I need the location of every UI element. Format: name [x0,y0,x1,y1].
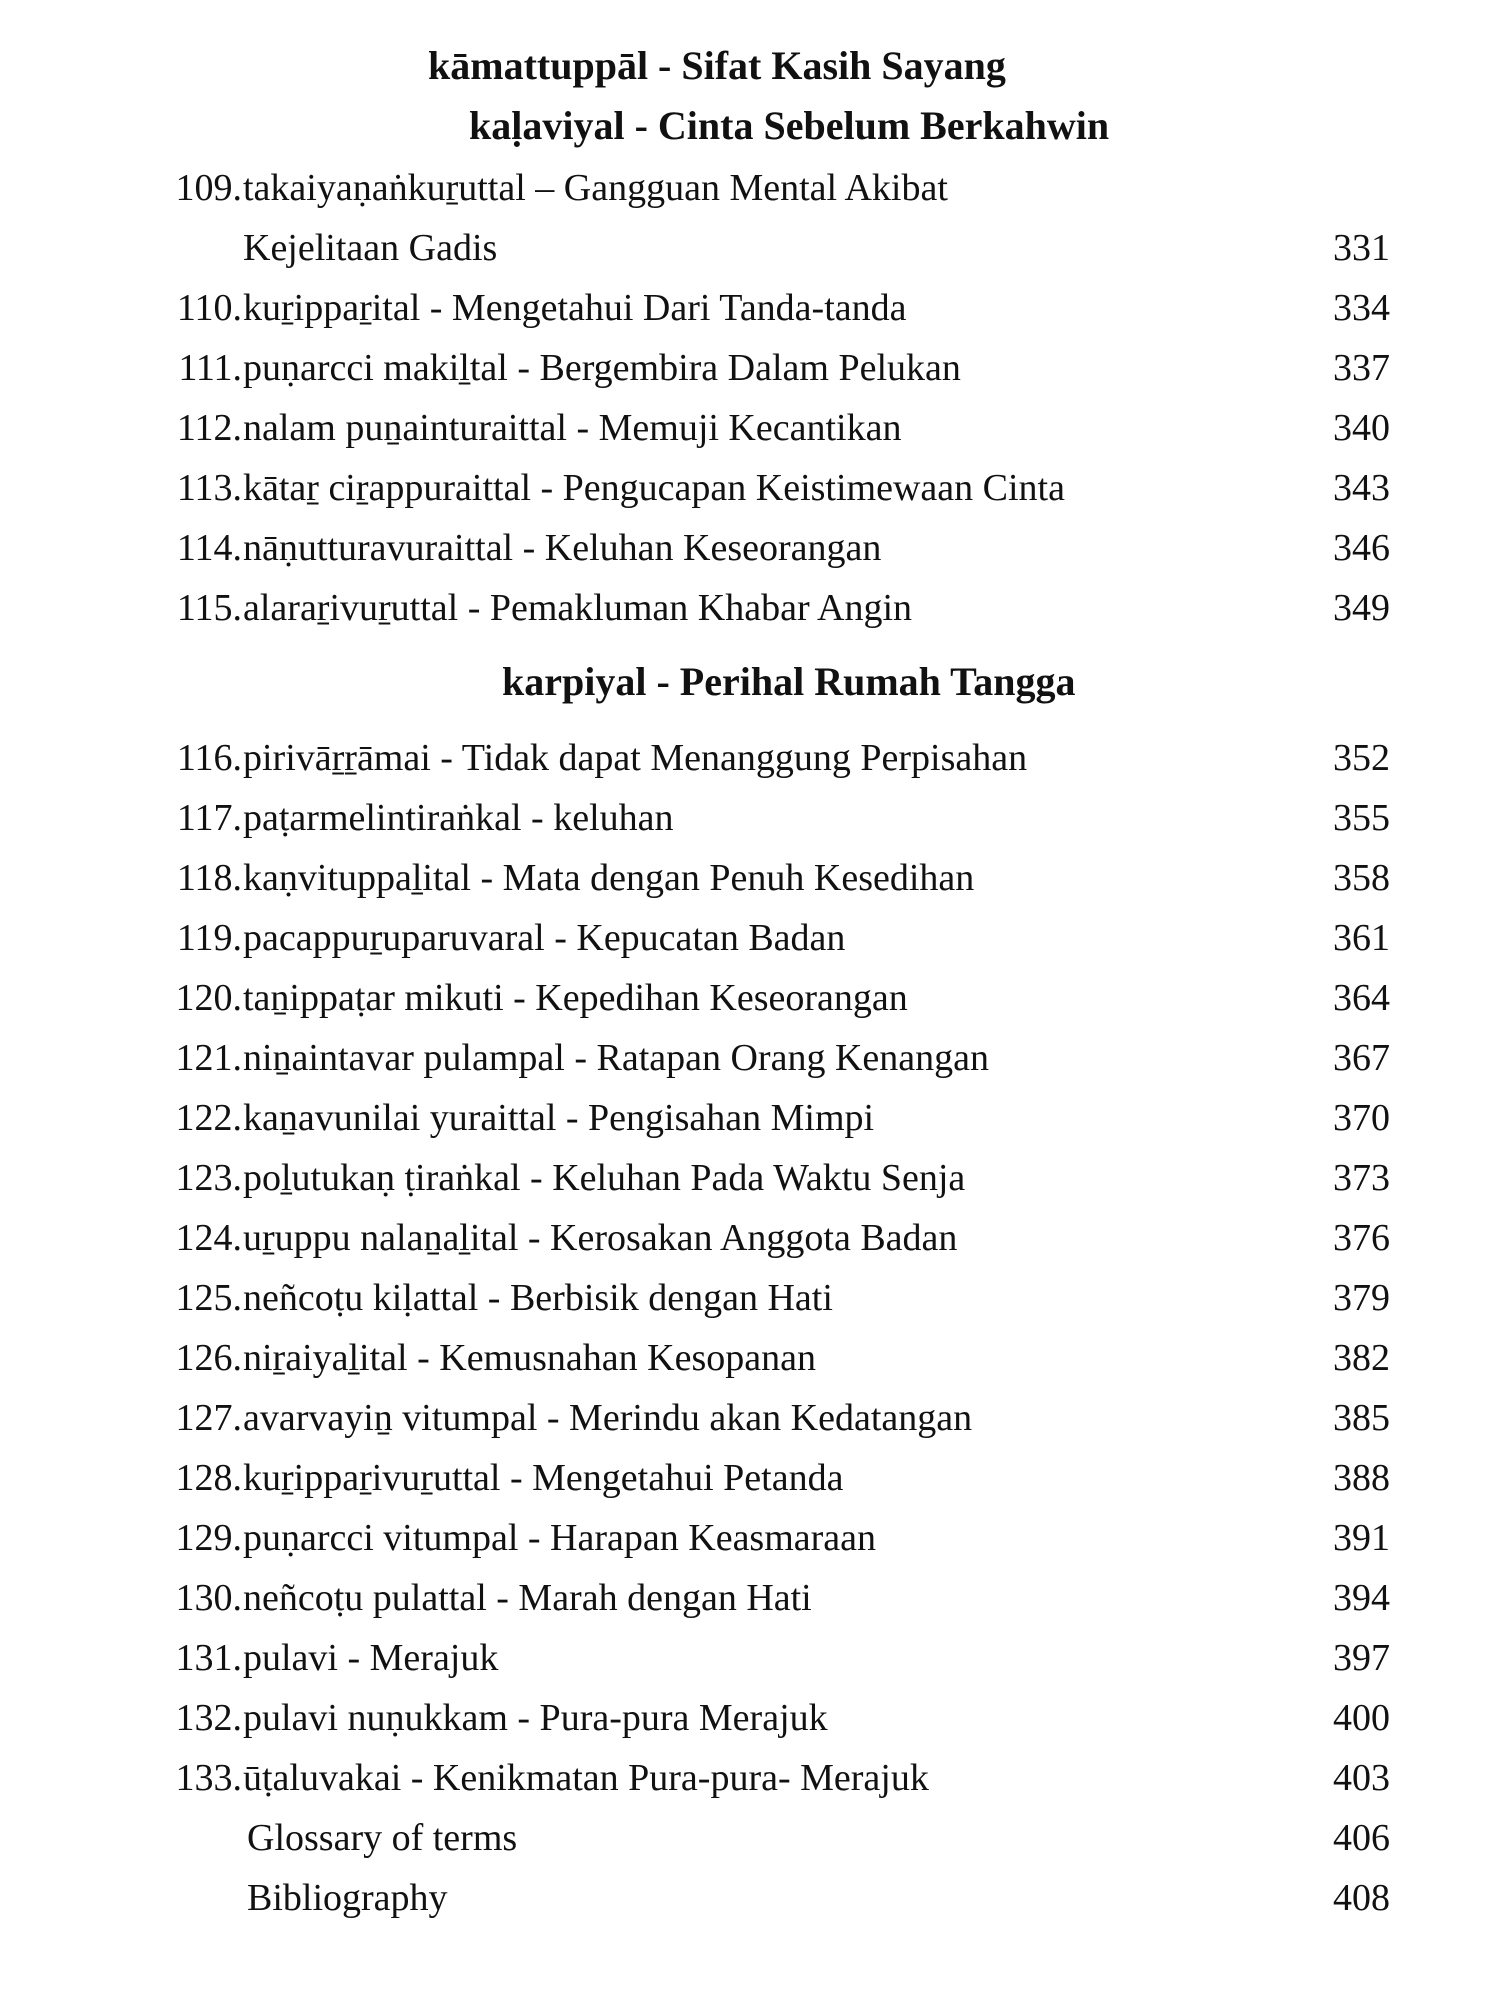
entry-number: 124. [175,1217,242,1259]
entry-page: 340 [1333,407,1390,449]
toc-entry-128 [160,1454,1390,1502]
entry-title: paṭarmelintiraṅkal - keluhan [243,797,674,839]
entry-title: kaṇvituppaḻital - Mata dengan Penuh Kesedihan [243,857,975,899]
entry-title: pulavi nuṇukkam - Pura-pura Merajuk [243,1697,828,1739]
toc-entry-131 [160,1634,1390,1682]
entry-number: 110. [176,287,242,329]
entry-title: Kejelitaan Gadis [243,227,498,269]
entry-page: 388 [1333,1457,1390,1499]
toc-entry-116 [160,734,1390,782]
entry-number: 125. [175,1277,242,1319]
entry-page: 370 [1333,1097,1390,1139]
toc-entry-125 [160,1274,1390,1322]
entry-title: kuṟippaṟivuṟuttal - Mengetahui Petanda [243,1457,844,1499]
entry-number: 116. [176,737,242,779]
section-heading-kamattuppal: kāmattuppāl - Sifat Kasih Sayang [428,43,1006,88]
entry-title: puṇarcci makiḻtal - Bergembira Dalam Pelukan [243,347,961,389]
entry-page: 373 [1333,1157,1390,1199]
entry-title: neñcoṭu pulattal - Marah dengan Hati [243,1577,812,1619]
entry-title: pulavi - Merajuk [243,1637,499,1679]
entry-number: 123. [175,1157,242,1199]
toc-entry-119 [160,914,1390,962]
entry-page: 406 [1333,1817,1390,1859]
toc-entry-109 [160,164,1390,212]
entry-page: 391 [1333,1517,1390,1559]
entry-page: 382 [1333,1337,1390,1379]
toc-entry-121 [160,1034,1390,1082]
entry-number: 126. [175,1337,242,1379]
toc-entry-118 [160,854,1390,902]
entry-title: avarvayiṉ vitumpal - Merindu akan Kedatangan [243,1397,973,1439]
toc-entry-111 [160,344,1390,392]
entry-page: 408 [1333,1877,1390,1919]
entry-number: 119. [176,917,242,959]
toc-entry-109-cont [160,224,1390,272]
toc-entry-124 [160,1214,1390,1262]
toc-entry-112 [160,404,1390,452]
entry-page: 379 [1333,1277,1390,1319]
toc-entry-117 [160,794,1390,842]
entry-number: 114. [176,527,242,569]
section-heading-karpiyal: karpiyal - Perihal Rumah Tangga [502,659,1076,704]
entry-title: puṇarcci vitumpal - Harapan Keasmaraan [243,1517,877,1559]
entry-page: 400 [1333,1697,1390,1739]
entry-title: taṉippaṭar mikuti - Kepedihan Keseorangan [243,977,908,1019]
toc-entry-126 [160,1334,1390,1382]
entry-title: takaiyaṇaṅkuṟuttal – Gangguan Mental Akibat [243,167,948,209]
entry-page: 331 [1333,227,1390,269]
entry-page: 334 [1333,287,1390,329]
entry-page: 358 [1333,857,1390,899]
entry-number: 117. [176,797,242,839]
entry-title: ūṭaluvakai - Kenikmatan Pura-pura- Merajuk [243,1757,929,1799]
entry-title: pirivāṟṟāmai - Tidak dapat Menanggung Perpisahan [243,737,1028,779]
section-heading-kalaviyal: kaḷaviyal - Cinta Sebelum Berkahwin [469,103,1110,148]
entry-page: 364 [1333,977,1390,1019]
entry-title: uṟuppu nalaṉaḻital - Kerosakan Anggota Badan [243,1217,958,1259]
entry-number: 128. [175,1457,242,1499]
entry-number: 109. [175,167,242,209]
entry-page: 403 [1333,1757,1390,1799]
entry-page: 385 [1333,1397,1390,1439]
entry-title: Bibliography [247,1877,448,1919]
toc-entry-127 [160,1394,1390,1442]
toc-entry-110 [160,284,1390,332]
entry-title: nāṇutturavuraittal - Keluhan Keseorangan [243,527,882,569]
toc-entry-130 [160,1574,1390,1622]
toc-entry-132 [160,1694,1390,1742]
entry-page: 376 [1333,1217,1390,1259]
toc-entry-113 [160,464,1390,512]
toc-entry-133 [160,1754,1390,1802]
entry-title: poḻutukaṇ ṭiraṅkal - Keluhan Pada Waktu Senja [243,1157,966,1199]
entry-page: 343 [1333,467,1390,509]
entry-title: neñcoṭu kiḷattal - Berbisik dengan Hati [243,1277,833,1319]
entry-page: 355 [1333,797,1390,839]
entry-number: 113. [176,467,242,509]
entry-title: alaraṟivuṟuttal - Pemakluman Khabar Angin [243,587,913,629]
entry-title: nalam puṉainturaittal - Memuji Kecantikan [243,407,902,449]
entry-page: 394 [1333,1577,1390,1619]
toc-entry-114 [160,524,1390,572]
entry-number: 122. [175,1097,242,1139]
toc-entry-123 [160,1154,1390,1202]
entry-title: kātaṟ ciṟappuraittal - Pengucapan Keistimewaan Cinta [243,467,1065,509]
entry-number: 133. [175,1757,242,1799]
toc-entry-120 [160,974,1390,1022]
entry-number: 111. [178,347,242,389]
entry-number: 118. [176,857,242,899]
entry-title: kuṟippaṟital - Mengetahui Dari Tanda-tanda [243,287,907,329]
entry-page: 349 [1333,587,1390,629]
entry-number: 120. [175,977,242,1019]
entry-title: Glossary of terms [247,1817,518,1859]
entry-page: 352 [1333,737,1390,779]
entry-page: 361 [1333,917,1390,959]
entry-title: kaṉavunilai yuraittal - Pengisahan Mimpi [243,1097,875,1139]
entry-number: 132. [175,1697,242,1739]
toc-entry-bibliography [160,1874,1390,1922]
entry-title: niṟaiyaḻital - Kemusnahan Kesopanan [243,1337,816,1379]
entry-number: 131. [175,1637,242,1679]
entry-number: 112. [176,407,242,449]
toc-entry-115 [160,584,1390,632]
entry-title: pacappuṟuparuvaral - Kepucatan Badan [243,917,846,959]
toc-entry-glossary [160,1814,1390,1862]
entry-title: niṉaintavar pulampal - Ratapan Orang Kenangan [243,1037,989,1079]
entry-page: 346 [1333,527,1390,569]
entry-number: 115. [176,587,242,629]
entry-number: 127. [175,1397,242,1439]
entry-page: 337 [1333,347,1390,389]
entry-number: 129. [175,1517,242,1559]
entry-number: 121. [175,1037,242,1079]
entry-number: 130. [175,1577,242,1619]
entry-page: 397 [1333,1637,1390,1679]
toc-entry-129 [160,1514,1390,1562]
entry-page: 367 [1333,1037,1390,1079]
toc-entry-122 [160,1094,1390,1142]
